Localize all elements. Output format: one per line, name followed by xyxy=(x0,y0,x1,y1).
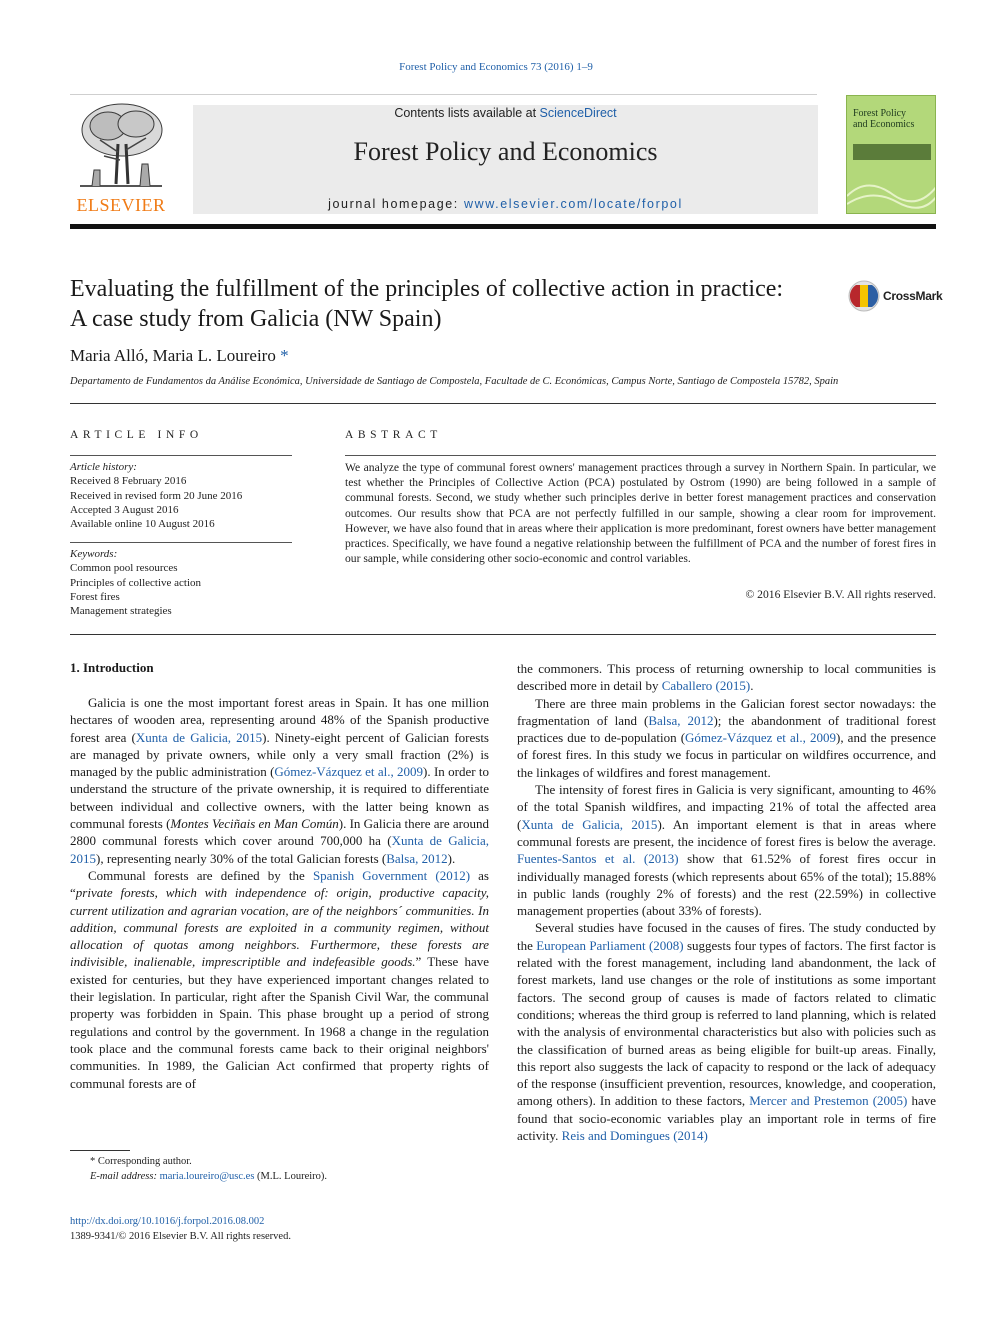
abstract-heading: ABSTRACT xyxy=(345,429,442,441)
italic-term: Montes Veciñais en Man Común xyxy=(170,816,339,832)
footnote-rule xyxy=(70,1150,130,1151)
text-run: ). xyxy=(447,850,456,866)
paragraph xyxy=(517,781,936,919)
elsevier-logo[interactable] xyxy=(70,100,172,216)
text-run: The intensity of forest fires in Galicia is very significant, amounting to 46% of the total Spanish wildfires, and impacting 21% of total the affected area ( xyxy=(517,782,936,832)
homepage-prefix: journal homepage: xyxy=(328,197,464,211)
cover-title-line-2: and Economics xyxy=(853,119,915,130)
text-run: as “ xyxy=(70,867,489,901)
journal-homepage xyxy=(193,197,818,211)
text-run: ); the abandonment of traditional forest practices due to de-population ( xyxy=(517,712,936,746)
text-run: suggests four types of factors. The first factor is related with the forest management, including land abandonment, the lack of forest markets, land use changes or the role of institutions as some important factors. The second group of causes is made of factors related to climatic conditions; whereas the third group is referred to land planning, which is related with the analysis of environmental characteristics but also with policies such as the classification of burned areas as being eligible for built-up areas. Finally, this report also suggests the lack of capacity to respond or the lack of adequacy of the response (insufficient prevention, resources, knowledge, and cooperation, among others). In addition to these factors, xyxy=(517,937,936,1109)
crossmark-label: CrossMark xyxy=(883,289,943,303)
email-note xyxy=(70,1170,500,1185)
email-suffix: (M.L. Loureiro). xyxy=(254,1170,328,1182)
crossmark-icon xyxy=(848,279,880,313)
sciencedirect-link[interactable]: ScienceDirect xyxy=(539,106,617,120)
citation-link[interactable]: Caballero (2015) xyxy=(661,678,751,694)
cover-title xyxy=(853,108,933,130)
cover-pattern-icon xyxy=(847,166,936,214)
citation-link[interactable]: Reis and Domingues (2014) xyxy=(561,1128,708,1144)
text-run: ). In Galicia there are around 2800 communal forests which cover around 700,000 ha ( xyxy=(70,816,489,849)
article-info-rule xyxy=(70,455,292,456)
paragraph xyxy=(517,695,936,781)
citation-link[interactable]: European Parliament (2008) xyxy=(536,937,684,953)
keywords xyxy=(70,547,300,618)
elsevier-tree-icon xyxy=(70,100,172,194)
history-received: Received 8 February 2016 xyxy=(70,475,187,488)
keyword-item: Common pool resources xyxy=(70,562,178,575)
elsevier-wordmark: ELSEVIER xyxy=(76,195,166,215)
paragraph xyxy=(517,660,936,695)
citation-link[interactable]: Gómez-Vázquez et al., 2009 xyxy=(685,730,836,746)
history-revised: Received in revised form 20 June 2016 xyxy=(70,489,243,502)
article-info-heading: ARTICLE INFO xyxy=(70,429,203,441)
citation-link[interactable]: Mercer and Prestemon (2005) xyxy=(749,1093,908,1109)
crossmark-badge[interactable] xyxy=(848,279,943,313)
keyword-item: Forest fires xyxy=(70,590,120,603)
text-run: ), representing nearly 30% of the total Galician forests ( xyxy=(96,850,387,866)
article-title-line-1: Evaluating the fulfillment of the principles of collective action in practice: xyxy=(70,276,784,302)
cover-photo-strip xyxy=(853,144,931,160)
paragraph xyxy=(517,919,936,1144)
citation-link[interactable]: Xunta de Galicia, 2015 xyxy=(70,833,489,866)
citation-link[interactable]: Xunta de Galicia, 2015 xyxy=(521,816,658,832)
text-run: ). In order to understand the structure of the private ownership, it is required to differentiate between individual and collective owners, with the latter being known as communal forests ( xyxy=(70,764,490,832)
text-run: the commoners. This process of returning ownership to local communities is described more in detail by xyxy=(517,661,936,694)
issn-copyright: 1389-9341/© 2016 Elsevier B.V. All rights reserved. xyxy=(70,1230,291,1242)
text-run: ” These have existed for centuries, but they have experienced important changes related to their legislation. In particular, right after the Spanish Civil War, the communal property was forbidden in Spain. This phase brought up a period of strong regulations and control by the government. In 1968 a change in the regulation took place and the communal forests came back to their original neighbors' communities. In 1989, the Galician Act confirmed that property rights of communal forests are of xyxy=(70,954,489,1091)
article-title-line-2: A case study from Galicia (NW Spain) xyxy=(70,306,442,332)
contents-availability xyxy=(193,106,818,120)
masthead-bottom-rule xyxy=(70,224,936,229)
author-names: Maria Alló, Maria L. Loureiro xyxy=(70,346,276,365)
abstract-rule xyxy=(345,455,936,456)
text-run: Several studies have focused in the causes of fires. The study conducted by the xyxy=(517,920,936,953)
citation-link[interactable]: Gómez-Vázquez et al., 2009 xyxy=(274,764,424,780)
abstract-copyright: © 2016 Elsevier B.V. All rights reserved. xyxy=(745,588,936,601)
text-run: have found that socio-economic variables play an important role in terms of fire activity. xyxy=(517,1093,937,1144)
journal-citation-link[interactable]: Forest Policy and Economics 73 (2016) 1–9 xyxy=(399,61,593,73)
corresponding-author-note xyxy=(70,1155,500,1170)
email-label: E-mail address: xyxy=(90,1170,157,1182)
text-run: ), and the presence of forest fires. In this study we focus in particular on wildfires occurrence, and the linkages of wildfires and forest management. xyxy=(517,730,937,780)
publication-footer xyxy=(70,1215,291,1244)
quoted-definition: private forests, which with independence of: origin, productive capacity, current utilization and agrarian vocation, are of the neighbors´ communities. In addition, communal forests are exploited in a community regimen, without allocation of quotas among neighbors. Furthermore, these forests are indivisible, inalienable, imprescriptible and indefeasible goods. xyxy=(70,885,489,970)
citation-link[interactable]: Balsa, 2012 xyxy=(648,712,714,728)
doi-link[interactable]: http://dx.doi.org/10.1016/j.forpol.2016.08.002 xyxy=(70,1216,265,1227)
citation-link[interactable]: Fuentes-Santos et al. (2013) xyxy=(517,851,679,867)
footnotes xyxy=(70,1155,500,1184)
body-column-right xyxy=(517,660,936,1144)
paragraph xyxy=(70,694,489,867)
history-accepted: Accepted 3 August 2016 xyxy=(70,503,179,516)
citation-link[interactable]: Xunta de Galicia, 2015 xyxy=(135,729,263,745)
author-affiliation: Departamento de Fundamentos da Análise Económica, Universidade de Santiago de Compostela, Facultade de C. Económicas, Campus Norte, Santiago de Compostela 15782, Spain xyxy=(70,376,839,387)
keyword-item: Principles of collective action xyxy=(70,576,202,589)
text-run: Communal forests are defined by the xyxy=(88,867,313,883)
footnote-marker: * xyxy=(90,1156,96,1167)
keywords-rule xyxy=(70,542,292,543)
abstract-text: We analyze the type of communal forest owners' management practices through a survey in Northern Spain. In particular, we test whether the Principles of Collective Action (PCA) postulated by Ostrom (1990) are being followed in a sample of communal forests. Second, we study whether such principles derive in better forest management practices and conservation outcomes. Our results show that PCA are not perfectly fulfilled in our sample, showing a clear room for improvement. However, we have also found that in areas where their application is more predominant, forest owners have better management practices. Specifically, we have found a negative relationship between the fulfillment of PCA and the number of forest fires in our sample, while considering other socio-economic and control variables. xyxy=(345,461,936,566)
corresponding-author-marker[interactable]: * xyxy=(280,346,289,365)
article-history xyxy=(70,460,300,531)
citation-link[interactable]: Spanish Government (2012) xyxy=(312,867,471,883)
section-heading-introduction: 1. Introduction xyxy=(70,660,154,675)
masthead-top-divider xyxy=(70,94,817,95)
email-link[interactable]: maria.loureiro@usc.es xyxy=(159,1170,255,1182)
article-title xyxy=(70,274,830,334)
contents-prefix: Contents lists available at xyxy=(394,106,540,120)
text-run: ). Ninety-eight percent of Galician forests are managed by private owners, while only a very small fraction (2%) is managed by the public administration ( xyxy=(70,729,489,780)
cover-title-line-1: Forest Policy xyxy=(853,108,907,119)
keyword-item: Management strategies xyxy=(70,605,172,618)
article-history-label: Article history: xyxy=(70,461,137,473)
homepage-url-link[interactable]: www.elsevier.com/locate/forpol xyxy=(463,197,683,211)
paragraph xyxy=(70,867,489,1092)
author-list xyxy=(70,346,289,366)
text-run: There are three main problems in the Galician forest sector nowadays: the fragmentation of land ( xyxy=(517,695,936,728)
history-online: Available online 10 August 2016 xyxy=(70,518,215,531)
text-run: . xyxy=(750,678,754,694)
citation-link[interactable]: Balsa, 2012 xyxy=(386,850,448,866)
text-run: Galicia is one the most important forest areas in Spain. It has one million hectares of wooden area, representing around 48% of the Spanish productive forest area ( xyxy=(70,695,489,745)
body-divider xyxy=(70,634,936,635)
journal-title: Forest Policy and Economics xyxy=(353,137,658,166)
text-run: ). An important element is that in areas where communal forests are present, the incidence of forest fires is below the average. xyxy=(517,816,936,849)
text-run: show that 61.52% of forest fires occur in individually managed forests (which represents about 65% of the total); 15.88% in public lands (roughly 2% of forests) and the rest (22.59%) in collective management properties (about 33% of forests). xyxy=(517,851,936,919)
header-divider xyxy=(70,403,936,404)
journal-cover-thumbnail[interactable] xyxy=(846,95,936,214)
body-column-left xyxy=(70,694,489,1092)
corresponding-label: Corresponding author. xyxy=(97,1156,192,1167)
keywords-label: Keywords: xyxy=(70,548,118,560)
